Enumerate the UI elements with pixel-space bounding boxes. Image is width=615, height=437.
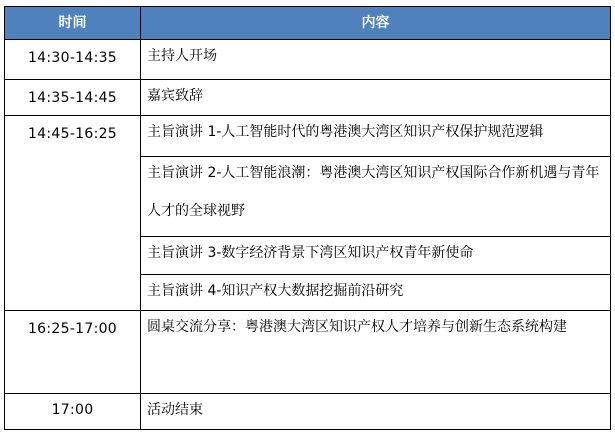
content-cell bbox=[141, 394, 611, 430]
content-text: 嘉宾致辞 bbox=[147, 88, 203, 104]
table-row bbox=[5, 311, 611, 394]
content-cell bbox=[141, 80, 611, 116]
content-text: 主旨演讲 4-知识产权大数据挖掘前沿研究 bbox=[147, 283, 404, 299]
content-cell bbox=[141, 311, 611, 394]
content-cell bbox=[141, 157, 611, 237]
content-cell bbox=[141, 237, 611, 275]
table-row bbox=[5, 394, 611, 430]
content-text: 活动结束 bbox=[147, 402, 203, 418]
time-cell: 14:30-14:35 bbox=[5, 40, 141, 80]
time-cell: 14:35-14:45 bbox=[5, 80, 141, 116]
header-time: 时间 bbox=[5, 7, 141, 40]
content-text: 圆桌交流分享：粤港澳大湾区知识产权人才培养与创新生态系统构建 bbox=[147, 319, 567, 335]
table-row bbox=[5, 80, 611, 116]
header-row bbox=[5, 7, 611, 40]
content-text: 主旨演讲 3-数字经济背景下湾区知识产权青年新使命 bbox=[147, 245, 474, 261]
content-text: 主旨演讲 1-人工智能时代的粤港澳大湾区知识产权保护规范逻辑 bbox=[147, 124, 544, 140]
table-row bbox=[5, 40, 611, 80]
header-content: 内容 bbox=[141, 7, 611, 40]
time-cell: 14:45-16:25 bbox=[5, 116, 141, 311]
time-cell: 16:25-17:00 bbox=[5, 311, 141, 394]
table-row bbox=[5, 116, 611, 157]
content-cell bbox=[141, 275, 611, 311]
content-cell bbox=[141, 40, 611, 80]
content-text: 主旨演讲 2-人工智能浪潮：粤港澳大湾区知识产权国际合作新机遇与青年人才的全球视野 bbox=[147, 165, 600, 219]
content-text: 主持人开场 bbox=[147, 48, 217, 64]
agenda-table bbox=[4, 6, 611, 430]
content-cell bbox=[141, 116, 611, 157]
time-cell: 17:00 bbox=[5, 394, 141, 430]
